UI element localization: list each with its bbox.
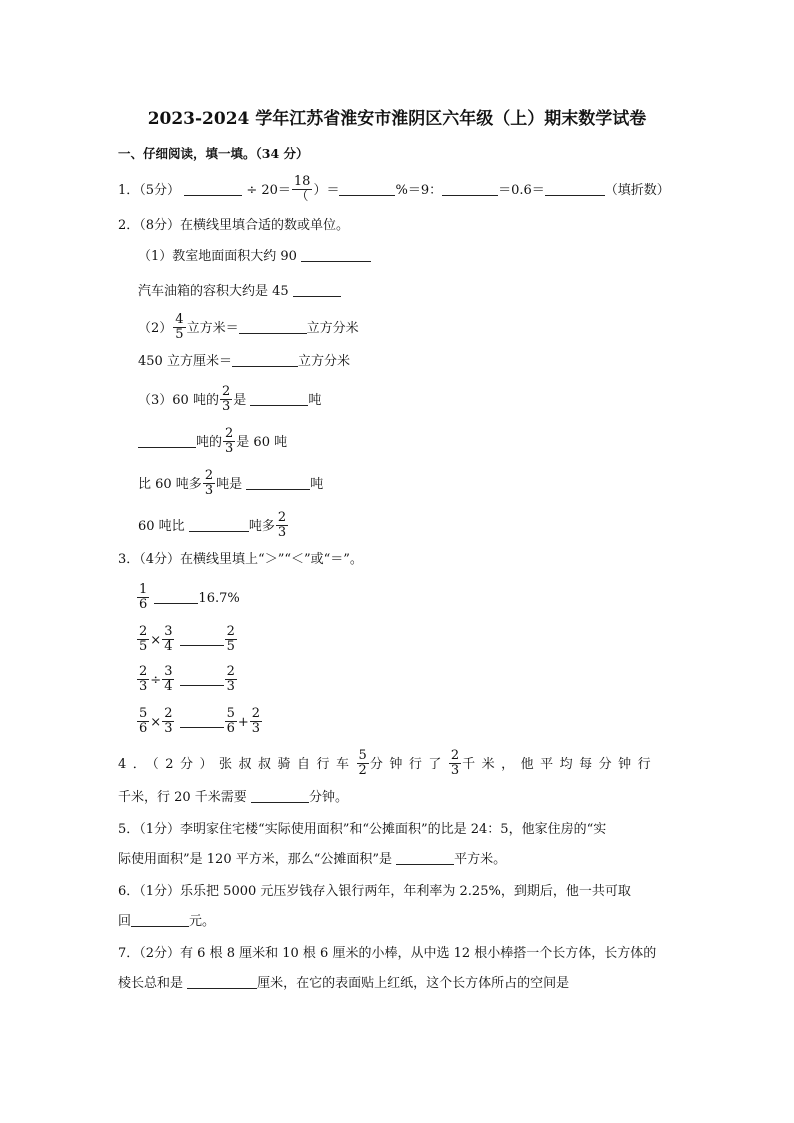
q3-fraction: $\frac{3}{4}$ (164, 664, 173, 694)
q3-row-3: $\frac{2}{3}$ ÷ $\frac{3}{4}$ $\frac{2}{3}$ (139, 664, 235, 694)
q3-fraction: $\frac{1}{6}$ (139, 582, 148, 612)
q3-fraction: $\frac{5}{6}$ (139, 706, 148, 736)
q1-blank-2[interactable] (339, 181, 395, 196)
q3-blank-1[interactable] (154, 589, 198, 604)
q3-blank-4[interactable] (180, 713, 224, 728)
q3-row-1: $\frac{1}{6}$ 16.7% (139, 582, 240, 612)
question-6-line-1: 6．（1分）乐乐把 5000 元压岁钱存入银行两年，年利率为 2.25%，到期后，他一共可取 (118, 884, 631, 899)
q1-text-1: ）＝ (313, 183, 340, 198)
q2-item-2a: （2） $\frac{4}{5}$ 立方米＝ 立方分米 (138, 312, 359, 342)
q2-item-2b: 450 立方厘米＝ 立方分米 (138, 354, 350, 369)
question-4-line-1: 4．（2分）张叔叔骑自行车 $\frac{5}{2}$ 分钟行了 $\frac{2}{3}$ 千米，他平均每分钟行 (118, 748, 658, 778)
question-1 (118, 174, 670, 204)
q6-blank[interactable] (131, 912, 189, 927)
q5-blank[interactable] (396, 850, 454, 865)
q2-item-1a: （1）教室地面面积大约 90 (138, 247, 371, 267)
question-7-line-1: 7．（2分）有 6 根 8 厘米和 10 根 6 厘米的小棒，从中选 12 根小棒搭一个长方体，长方体的 (118, 946, 657, 961)
question-3-stem: 3．（4分）在横线里填上“＞”“＜”或“＝”。 (118, 552, 363, 567)
q2-blank-1a[interactable] (301, 247, 371, 262)
q1-blank-1[interactable] (184, 181, 242, 196)
question-2-stem: 2．（8分）在横线里填合适的数或单位。 (118, 218, 350, 233)
q1-blank-4[interactable] (545, 181, 605, 196)
q2-item-1b: 汽车油箱的容积大约是 45 (138, 282, 341, 302)
q3-row-4: $\frac{5}{6}$ × $\frac{2}{3}$ $\frac{5}{6}$ + $\frac{2}{3}$ (139, 706, 261, 736)
q1-text-4: （填折数） (604, 183, 670, 198)
q2-fraction-4-5: $\frac{4}{5}$ (175, 312, 184, 342)
q2-blank-3d[interactable] (189, 517, 249, 532)
question-5-line-2: 际使用面积”是 120 平方米，那么“公摊面积”是 平方米。 (118, 852, 507, 867)
q4-fraction-5-2: $\frac{5}{2}$ (358, 748, 367, 778)
q3-blank-2[interactable] (180, 631, 224, 646)
q3-blank-3[interactable] (180, 671, 224, 686)
question-5-line-1: 5．（1分）李明家住宅楼“实际使用面积”和“公摊面积”的比是 24：5，他家住房的“实 (118, 822, 607, 837)
q3-fraction: $\frac{2}{3}$ (164, 706, 173, 736)
q2-item-3c: 比 60 吨多 $\frac{2}{3}$ 吨是 吨 (138, 468, 324, 498)
question-6-line-2: 回 元。 (118, 914, 216, 929)
q1-fraction: $\frac{18}{(}$ (293, 174, 311, 204)
q4-blank[interactable] (251, 788, 309, 803)
q2-blank-3a[interactable] (250, 391, 308, 406)
q2-fraction-2-3: $\frac{2}{3}$ (204, 468, 214, 498)
q7-blank[interactable] (187, 974, 257, 989)
q2-fraction-2-3: $\frac{2}{3}$ (221, 384, 231, 414)
q2-blank-3b[interactable] (138, 433, 196, 448)
q3-row-2: $\frac{2}{5}$ × $\frac{3}{4}$ $\frac{2}{5}$ (139, 624, 235, 654)
q1-text-3: ＝0.6＝ (498, 183, 545, 198)
q2-blank-3c[interactable] (246, 475, 310, 490)
q3-fraction: $\frac{2}{3}$ (226, 664, 235, 694)
section-heading: 一、仔细阅读，填一填。（34 分） (118, 146, 309, 161)
page-title: 2023-2024 学年江苏省淮安市淮阴区六年级（上）期末数学试卷 (147, 109, 647, 129)
q3-fraction: $\frac{5}{6}$ (226, 706, 235, 736)
q1-div: ÷ 20＝ (246, 183, 291, 198)
q1-blank-3[interactable] (442, 181, 498, 196)
q4-fraction-2-3: $\frac{2}{3}$ (450, 748, 460, 778)
q3-fraction: $\frac{3}{4}$ (164, 624, 173, 654)
q2-fraction-2-3: $\frac{2}{3}$ (225, 426, 234, 456)
q2-item-3d: 60 吨比 吨多 $\frac{2}{3}$ (138, 510, 287, 540)
question-4-line-2: 千米，行 20 千米需要 分钟。 (118, 790, 348, 805)
q2-item-3a: （3）60 吨的 $\frac{2}{3}$ 是 吨 (138, 384, 322, 414)
q3-fraction: $\frac{2}{3}$ (251, 706, 261, 736)
q2-blank-1b[interactable] (293, 282, 341, 297)
q3-fraction: $\frac{2}{5}$ (226, 624, 235, 654)
q2-blank-2a[interactable] (239, 319, 307, 334)
q2-fraction-2-3: $\frac{2}{3}$ (277, 510, 287, 540)
q3-fraction: $\frac{2}{3}$ (139, 664, 148, 694)
q1-prefix: 1．（5分） (118, 183, 181, 198)
q3-fraction: $\frac{2}{5}$ (139, 624, 148, 654)
question-7-line-2: 棱长总和是 厘米，在它的表面贴上红纸，这个长方体所占的空间是 (118, 976, 570, 991)
q2-blank-2b[interactable] (232, 352, 298, 367)
q1-text-2: %＝9： (395, 183, 443, 198)
q2-item-3b: 吨的 $\frac{2}{3}$ 是 60 吨 (138, 428, 287, 448)
